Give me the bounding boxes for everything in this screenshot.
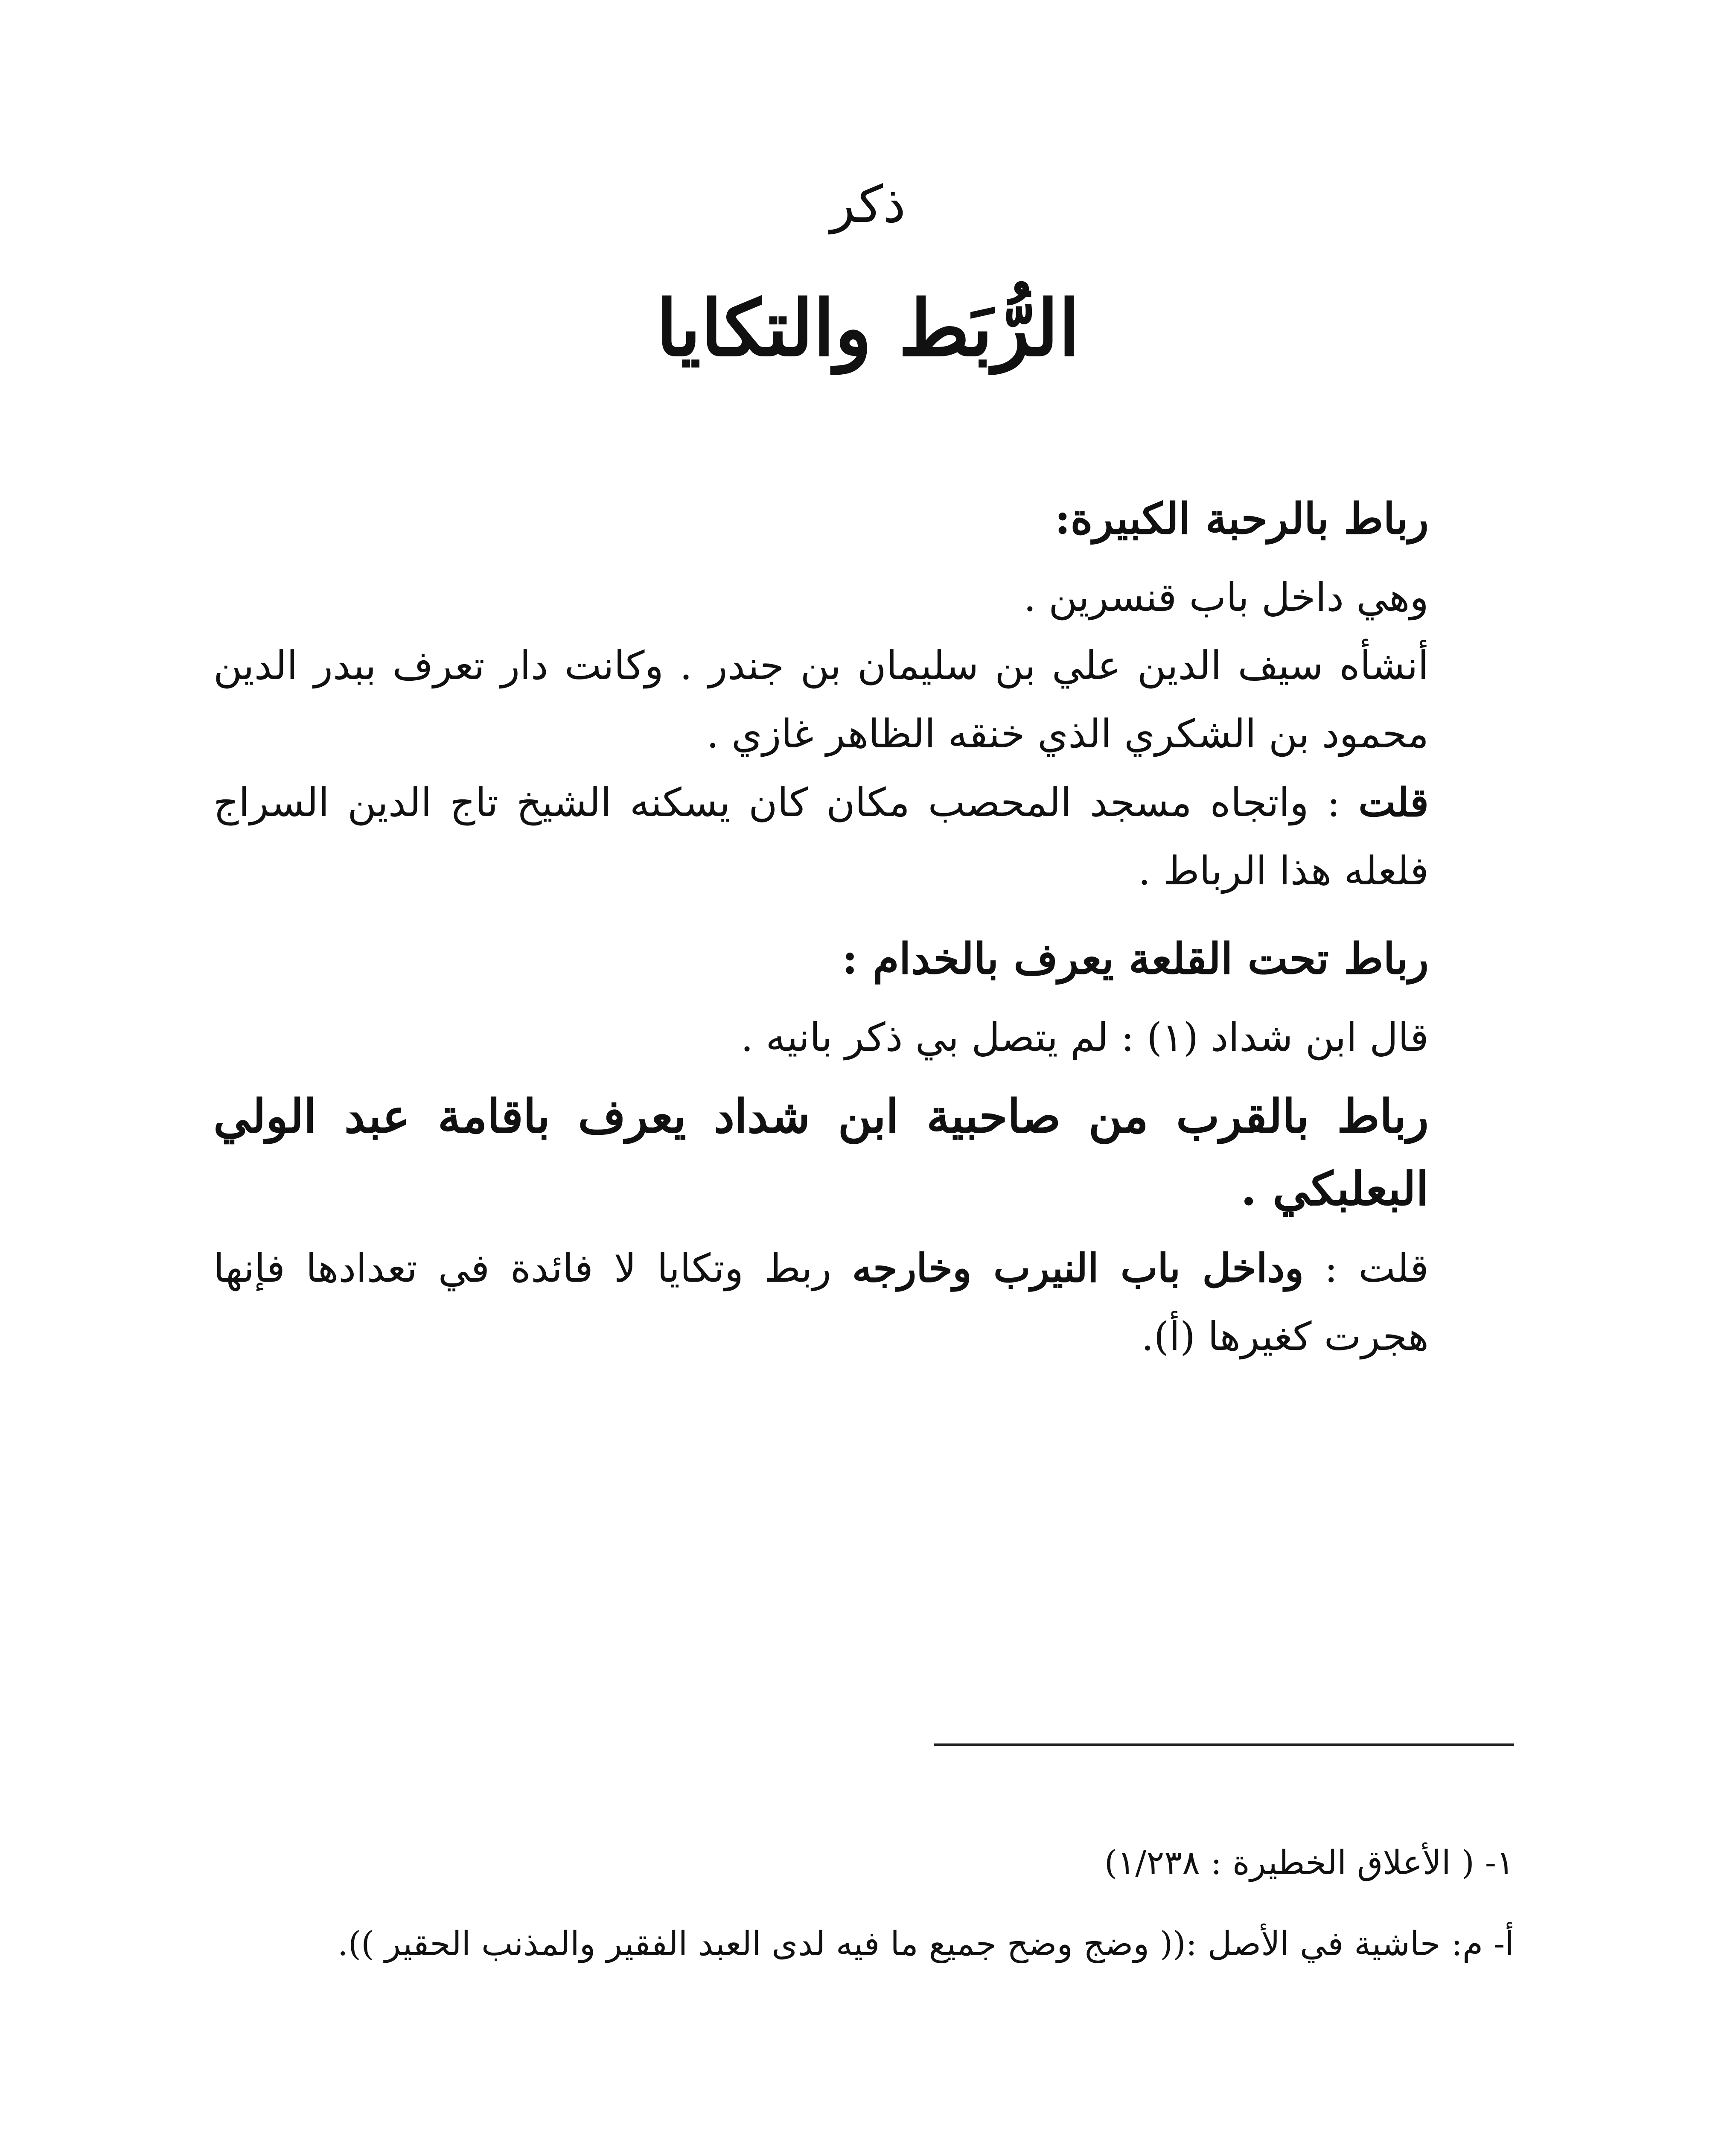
paragraph-location: وهي داخل باب قنسرين . <box>1023 574 1429 620</box>
section-heading-rahba: رباط بالرحبة الكبيرة: <box>1054 493 1429 544</box>
paragraph-ibn-shaddad: قال ابن شداد (١) : لم يتصل بي ذكر بانيه . <box>740 1015 1429 1060</box>
nayrab-gate-text: وداخل باب النيرب وخارجه <box>852 1245 1304 1291</box>
section-kicker: ذكر <box>830 175 906 234</box>
qult-label-2: قلت : <box>1304 1245 1429 1291</box>
section-heading-khuddam: رباط تحت القلعة يعرف بالخدام : <box>842 933 1429 984</box>
footnote-a: أ- م: حاشية في الأصل :(( وضج وضح جميع ما فيه لدى العبد الفقير والمذنب الحقير )). <box>337 1925 1514 1963</box>
footnotes <box>213 1831 1514 1976</box>
paragraph-note-2 <box>213 1234 1429 1371</box>
footnote-divider <box>934 1743 1514 1746</box>
paragraph-founder: أنشأه سيف الدين علي بن سليمان بن جندر . وكانت دار تعرف ببدر الدين محمود بن الشكري الذي خنقه الظاهر غازي . <box>213 643 1429 757</box>
note-1-text: : واتجاه مسجد المحصب مكان كان يسكنه الشيخ تاج الدين السراج فلعله هذا الرباط . <box>213 780 1429 894</box>
page-title: الرُّبَط والتكايا <box>656 283 1080 373</box>
qult-label: قلت <box>1358 779 1429 825</box>
main-text <box>213 482 1429 1371</box>
section-heading-baalbaki: رباط بالقرب من صاحبية ابن شداد يعرف باقامة عبد الولي البعلبكي . <box>213 1090 1429 1216</box>
footnote-1: ١- ( الأعلاق الخطيرة : ١/٢٣٨) <box>1104 1844 1514 1882</box>
paragraph-note-1 <box>213 768 1429 905</box>
note-2-text: ربط وتكايا لا فائدة في تعدادها فإنها هجرت كغيرها (أ). <box>213 1245 1429 1359</box>
